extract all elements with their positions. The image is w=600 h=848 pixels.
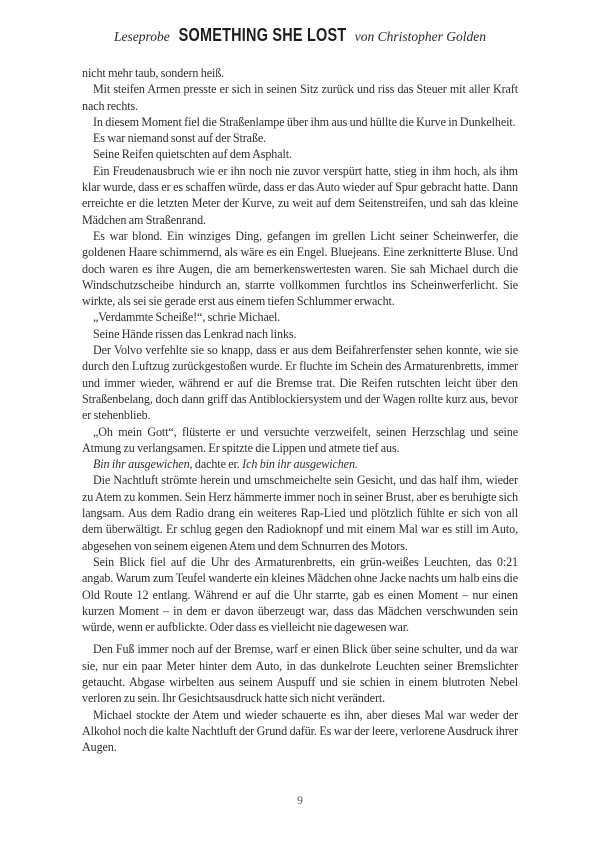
text-run: „Verdammte Scheiße!“, schrie Michael. xyxy=(93,310,281,325)
paragraph xyxy=(82,65,518,81)
text-run: „Oh mein Gott“, flüsterte er und versuchte verzweifelt, seinen Herzschlag und seine Atmung zu verlangsamen. Er spitzte die Lippen und atmete tief aus. xyxy=(82,424,518,455)
text-run: Sein Blick fiel auf die Uhr des Armaturenbretts, ein grün-weißes Leuchten, das 0:21 angab. Warum zum Teufel wanderte ein kleines Mädchen ohne Jacke nachts um halb eins die Old Route 12 entlang. Während er auf die Uhr starrte, gab es einen Moment – nur einen kurzen Moment – in dem er davon überzeugt war, dass das Mädchen verschwunden sein würde, wenn er aufblickte. Oder dass es vielleicht nie dagewesen war. xyxy=(82,554,518,635)
page-header xyxy=(0,24,600,46)
kicker-label: Leseprobe xyxy=(113,29,170,44)
text-run: Den Fuß immer noch auf der Bremse, warf er einen Blick über seine schulter, und da war sie, nur ein paar Meter hinter dem Auto, in das dunkelrote Leuchten seiner Bremslichter getaucht. Abgase wirbelten aus seinem Auspuff und sie schien in einem blutroten Nebel verloren zu sein. Ihr Gesichtsausdruck hatte sich nicht verändert. xyxy=(82,642,518,706)
text-run: Michael stockte der Atem und wieder schauerte es ihn, aber dieses Mal war weder der Alkohol noch die kalte Nachtluft der Grund dafür. Es war der leere, verlorene Ausdruck ihrer Augen. xyxy=(82,707,518,755)
paragraph xyxy=(82,456,518,472)
paragraph xyxy=(82,228,518,309)
text-run: Seine Hände rissen das Lenkrad nach links. xyxy=(93,326,297,341)
paragraph xyxy=(82,309,518,325)
text-run: , dachte er. xyxy=(189,457,243,472)
paragraph xyxy=(82,641,518,706)
italic-text-run: Ich bin ihr ausgewichen. xyxy=(242,457,358,472)
paragraph xyxy=(82,146,518,162)
text-block xyxy=(82,65,518,755)
paragraph xyxy=(82,424,518,457)
text-run: Der Volvo verfehlte sie so knapp, dass er aus dem Beifahrerfenster sehen konnte, wie sie durch den Luftzug zurückgestoßen wurde. Er fluchte im Schein des Armaturenbretts, immer und immer wieder, während er auf die Bremse trat. Die Reifen rutschten leicht über den Straßenbelang, doch dann griff das Antiblockiersystem und der Wagen rollte kurz aus, bevor er stehenblieb. xyxy=(82,343,518,423)
paragraph xyxy=(82,472,518,553)
text-run: Seine Reifen quietschten auf dem Asphalt. xyxy=(93,147,292,162)
book-title: SOMETHING SHE LOST xyxy=(178,24,347,45)
paragraph xyxy=(82,554,518,635)
paragraph xyxy=(82,342,518,423)
paragraph xyxy=(82,163,518,228)
text-run: In diesem Moment fiel die Straßenlampe über ihm aus und hüllte die Kurve in Dunkelheit. xyxy=(93,114,516,129)
text-run: Ein Freudenausbruch wie er ihn noch nie zuvor verspürt hatte, stieg in ihm hoch, als ihm klar wurde, dass er es schaffen würde, dass er das Auto wieder auf Spur gebracht hatte. Dann erreichte er die letzten Meter der Kurve, zu weit auf dem Seitenstreifen, und sah das kleine Mädchen am Straßenrand. xyxy=(82,163,518,227)
paragraph xyxy=(82,114,518,130)
text-run: nicht mehr taub, sondern heiß. xyxy=(82,66,225,80)
paragraph xyxy=(82,707,518,756)
text-run: Mit steifen Armen presste er sich in seinen Sitz zurück und riss das Steuer mit aller Kraft nach rechts. xyxy=(82,82,518,113)
paragraph xyxy=(82,130,518,146)
page-number: 9 xyxy=(297,795,303,807)
text-run: Es war blond. Ein winziges Ding, gefangen im grellen Licht seiner Scheinwerfer, die goldenen Haare schimmernd, als wäre es ein Engel. Bluejeans. Eine zerknitterte Bluse. Und doch waren es ihre Augen, die am bemerkenswertesten waren. Sie sah Michael durch die Windschutzscheibe hindurch an, starrte vollkommen furchtlos ins Scheinwerferlicht. Sie wirkte, als sei sie gerade erst aus einem tiefen Schlummer erwacht. xyxy=(82,228,518,309)
paragraph xyxy=(82,81,518,114)
italic-text-run: Bin ihr ausgewichen xyxy=(93,457,190,472)
text-run: Die Nachtluft strömte herein und umschmeichelte sein Gesicht, und das half ihm, wieder zu Atem zu kommen. Sein Herz hämmerte immer noch in seiner Brust, aber es beruhigte sich langsam. Aus dem Radio drang ein weiteres Rap-Lied und plötzlich fühlte er sich von all dem überwältigt. Er schlug gegen den Radioknopf und mit einem Mal war es still im Auto, abgesehen von seinem eigenen Atem und dem Schnurren des Motors. xyxy=(82,473,518,553)
author-byline: von Christopher Golden xyxy=(354,29,487,44)
paragraph xyxy=(82,326,518,342)
text-run: Es war niemand sonst auf der Straße. xyxy=(93,131,267,146)
